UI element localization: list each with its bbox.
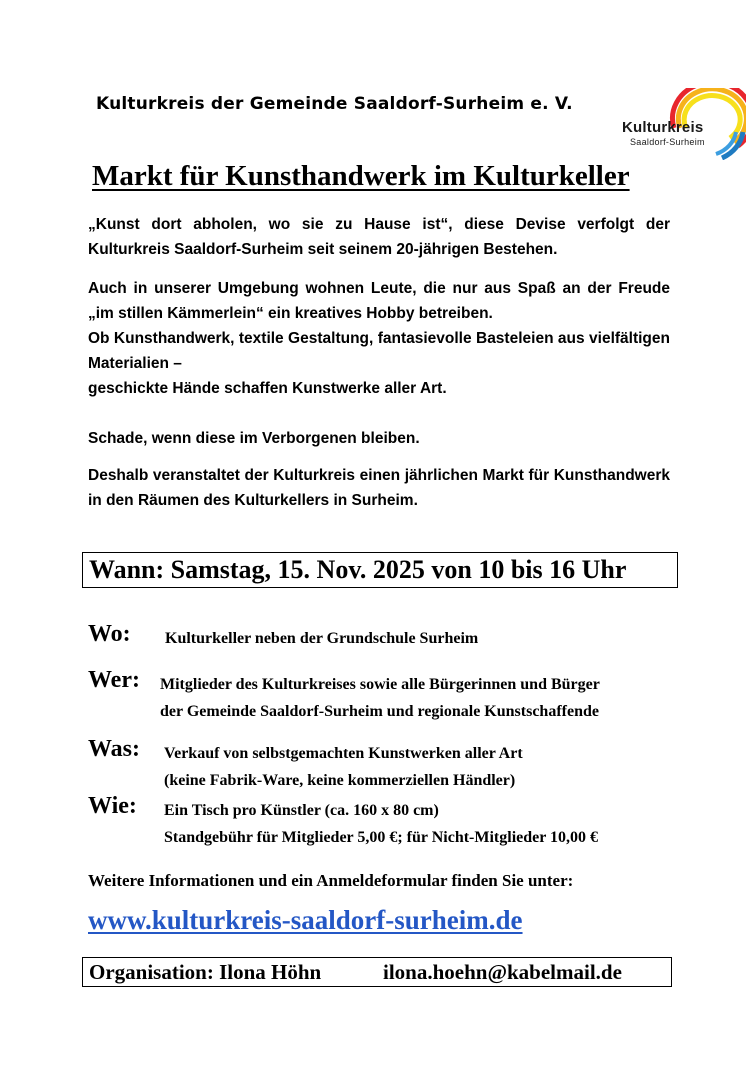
intro-paragraph-2-line-1: Auch in unserer Umgebung wohnen Leute, die nur aus Spaß an der Freude „im stillen Kämmerlein“ ein kreatives Hobby betreiben. <box>88 280 670 322</box>
info-text-wo-line-1: Kulturkeller neben der Grundschule Surheim <box>165 630 479 647</box>
kulturkreis-logo <box>616 88 746 160</box>
info-text-wer-line-1: Mitglieder des Kulturkreises sowie alle Bürgerinnen und Bürger <box>160 676 600 693</box>
organisation-email[interactable]: ilona.hoehn@kabelmail.de <box>383 960 622 984</box>
info-label-was: Was: <box>88 736 141 762</box>
more-info-text: Weitere Informationen und ein Anmeldeformular finden Sie unter: <box>88 871 574 890</box>
event-date-box: Wann: Samstag, 15. Nov. 2025 von 10 bis 16 Uhr <box>82 552 678 588</box>
info-text-wer <box>160 671 600 725</box>
organisation-box <box>82 957 672 987</box>
intro-paragraph-2-line-3: geschickte Hände schaffen Kunstwerke aller Art. <box>88 380 447 397</box>
intro-paragraph-2-line-2: Ob Kunsthandwerk, textile Gestaltung, fantasievolle Basteleien aus vielfältigen Materialien – <box>88 330 670 372</box>
info-text-wer-line-2: der Gemeinde Saaldorf-Surheim und regionale Kunstschaffende <box>160 703 599 720</box>
info-text-was-line-1: Verkauf von selbstgemachten Kunstwerken aller Art <box>164 745 523 762</box>
info-label-wie: Wie: <box>88 793 137 819</box>
info-text-wie <box>164 797 598 851</box>
info-text-was-line-2: (keine Fabrik-Ware, keine kommerziellen Händler) <box>164 772 516 789</box>
info-text-wie-line-2: Standgebühr für Mitglieder 5,00 €; für Nicht-Mitglieder 10,00 € <box>164 829 599 846</box>
website-link[interactable]: www.kulturkreis-saaldorf-surheim.de <box>88 905 523 935</box>
info-text-wo <box>165 625 478 652</box>
intro-paragraph-2 <box>88 276 670 401</box>
info-text-wie-line-1: Ein Tisch pro Künstler (ca. 160 x 80 cm) <box>164 802 439 819</box>
organization-header: Kulturkreis der Gemeinde Saaldorf-Surheim e. V. <box>96 94 573 114</box>
intro-paragraph-3: Schade, wenn diese im Verborgenen bleiben. <box>88 430 420 447</box>
organisation-contact-name: Organisation: Ilona Höhn <box>89 960 322 984</box>
logo-text-kulturkreis: Kulturkreis <box>622 119 704 136</box>
info-text-was <box>164 740 523 794</box>
intro-paragraph-1: „Kunst dort abholen, wo sie zu Hause ist“, diese Devise verfolgt der Kulturkreis Saaldorf-Surheim seit seinem 20-jährigen Bestehen. <box>88 216 670 258</box>
intro-paragraph-4: Deshalb veranstaltet der Kulturkreis einen jährlichen Markt für Kunsthandwerk in den Räumen des Kulturkellers in Surheim. <box>88 467 670 509</box>
page-title: Markt für Kunsthandwerk im Kulturkeller <box>92 160 630 192</box>
info-label-wo: Wo: <box>88 621 131 647</box>
info-label-wer: Wer: <box>88 667 140 693</box>
logo-text-saaldorf-surheim: Saaldorf-Surheim <box>630 137 705 147</box>
